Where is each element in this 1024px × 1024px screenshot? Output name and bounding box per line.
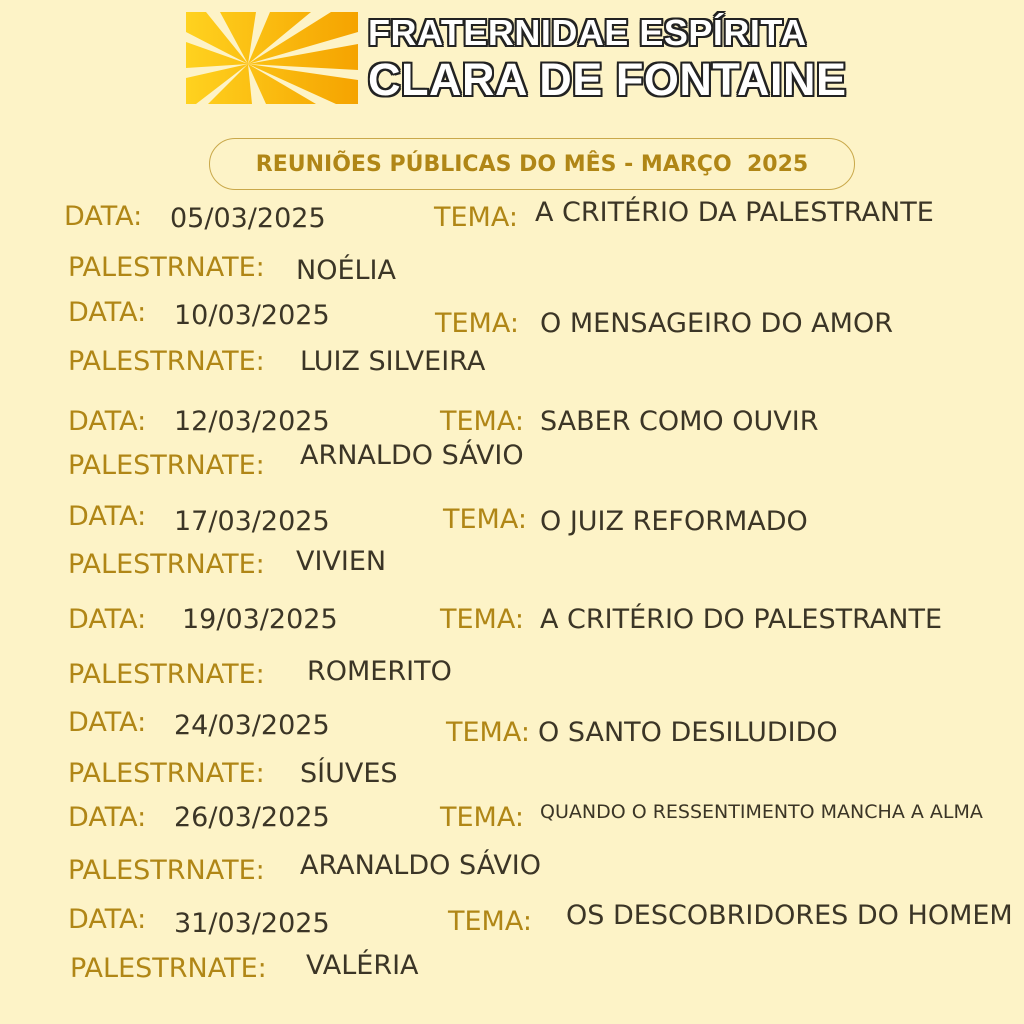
org-name-line2: CLARA DE FONTAINE — [368, 54, 847, 105]
meeting-speaker: LUIZ SILVEIRA — [300, 346, 486, 377]
tema-label: TEMA: — [440, 802, 524, 833]
date-label: DATA: — [68, 501, 147, 532]
date-label: DATA: — [64, 201, 143, 232]
sunburst-logo-icon — [186, 12, 358, 104]
meeting-speaker: ARNALDO SÁVIO — [300, 440, 524, 471]
date-label: DATA: — [68, 604, 147, 635]
meeting-date: 31/03/2025 — [174, 908, 330, 939]
date-label: DATA: — [68, 802, 147, 833]
meeting-tema: O MENSAGEIRO DO AMOR — [540, 308, 893, 339]
tema-label: TEMA: — [434, 202, 518, 233]
speaker-label: PALESTRNATE: — [68, 252, 265, 283]
meeting-date: 10/03/2025 — [174, 300, 330, 331]
date-label: DATA: — [68, 707, 147, 738]
tema-label: TEMA: — [440, 406, 524, 437]
meeting-speaker: SÍUVES — [300, 758, 398, 789]
speaker-label: PALESTRNATE: — [68, 659, 265, 690]
speaker-label: PALESTRNATE: — [68, 549, 265, 580]
speaker-label: PALESTRNATE: — [68, 450, 265, 481]
meeting-date: 26/03/2025 — [174, 802, 330, 833]
speaker-label: PALESTRNATE: — [68, 855, 265, 886]
tema-label: TEMA: — [446, 717, 530, 748]
meeting-speaker: ARANALDO SÁVIO — [300, 850, 542, 881]
meeting-speaker: VIVIEN — [296, 546, 387, 577]
org-name-line1: FRATERNIDAE ESPÍRITA — [368, 12, 807, 53]
meeting-tema: O SANTO DESILUDIDO — [538, 717, 838, 748]
tema-label: TEMA: — [440, 604, 524, 635]
speaker-label: PALESTRNATE: — [68, 758, 265, 789]
meeting-tema: SABER COMO OUVIR — [540, 406, 819, 437]
meeting-date: 12/03/2025 — [174, 406, 330, 437]
date-label: DATA: — [68, 406, 147, 437]
meeting-speaker: NOÉLIA — [296, 255, 396, 286]
meeting-tema: OS DESCOBRIDORES DO HOMEM — [566, 900, 1013, 931]
speaker-label: PALESTRNATE: — [70, 953, 267, 984]
tema-label: TEMA: — [435, 308, 519, 339]
date-label: DATA: — [68, 904, 147, 935]
meeting-speaker: ROMERITO — [307, 656, 452, 687]
tema-label: TEMA: — [443, 504, 527, 535]
meeting-tema: A CRITÉRIO DO PALESTRANTE — [540, 604, 943, 635]
date-label: DATA: — [68, 297, 147, 328]
meeting-tema: A CRITÉRIO DA PALESTRANTE — [535, 197, 934, 228]
meeting-date: 05/03/2025 — [170, 203, 326, 234]
meeting-speaker: VALÉRIA — [306, 950, 419, 981]
meeting-date: 17/03/2025 — [174, 506, 330, 537]
speaker-label: PALESTRNATE: — [68, 346, 265, 377]
meeting-date: 24/03/2025 — [174, 710, 330, 741]
meeting-date: 19/03/2025 — [182, 604, 338, 635]
meeting-tema: O JUIZ REFORMADO — [540, 506, 808, 537]
meeting-tema: QUANDO O RESSENTIMENTO MANCHA A ALMA — [540, 801, 983, 823]
banner-title: REUNIÕES PÚBLICAS DO MÊS - MARÇO 2025 — [255, 151, 809, 177]
month-banner — [209, 138, 855, 190]
tema-label: TEMA: — [448, 906, 532, 937]
